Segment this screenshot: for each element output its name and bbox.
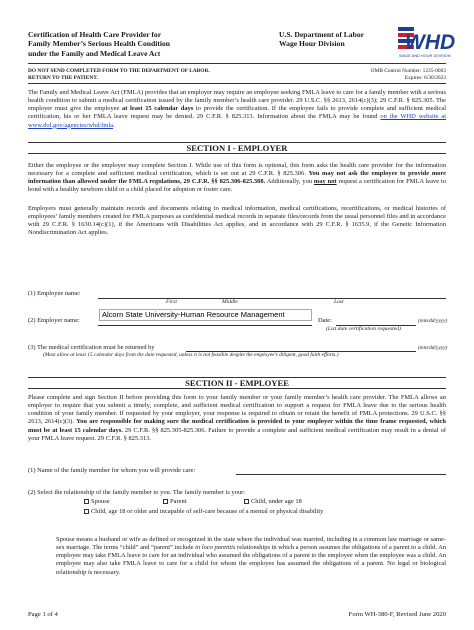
option-parent[interactable] <box>163 498 186 506</box>
section-1-para-2 <box>28 205 446 238</box>
last-name-caption: Last <box>334 299 344 305</box>
note-italic: in loco parentis <box>195 544 236 552</box>
note-text: relationships in which a person assumes the obligations of a parent to a child. An employee may take FMLA leave to care for an individual who assumed the obligations of a parent to the employee when the employee was a child. An employee may also take FMLA leave to care for a child for whom the employee has assumed the obligations of a parent. No legal or biological relationship is necessary. <box>56 544 446 576</box>
parent-checkbox[interactable] <box>163 499 168 504</box>
omb-number: OMB Control Number: 1235-0003 <box>370 68 446 74</box>
date-label: Date: <box>318 317 332 324</box>
employer-name-underline <box>98 325 312 326</box>
omb-expiry: Expires: 6/30/2023 <box>404 74 446 81</box>
employer-name-label: (2) Employer name: <box>28 317 80 324</box>
option-child-under-18[interactable] <box>244 498 302 506</box>
whd-logo <box>397 25 456 59</box>
first-name-caption: First <box>166 299 177 305</box>
s1-text: Additionally, you <box>265 178 314 186</box>
option-spouse[interactable] <box>84 498 110 506</box>
option-label: Child, under age 18 <box>251 498 302 505</box>
employee-name-field[interactable] <box>98 298 446 299</box>
s2-text: 29 C.F.R. §§ 825.305-825.306. Failure to provide a complete and sufficient medical certification may result in a denial of your FMLA leave request. 29 C.F.R. § 825.313. <box>28 426 446 442</box>
return-by-format-hint: (mm/dd/yyyy) <box>418 345 448 351</box>
relationship-label: (2) Select the relationship of the family member to you. The family member is your: <box>28 489 246 496</box>
logo-tagline: WAGE AND HOUR DIVISION <box>399 53 451 58</box>
s1-text: request a certification for FMLA leave to bond with a healthy newborn child or a child placed for adoption or foster care. <box>28 178 446 194</box>
logo-letters: WHD <box>405 31 456 54</box>
option-child-disabled[interactable] <box>84 508 323 516</box>
form-title-line: Certification of Health Care Provider for <box>28 30 162 39</box>
employee-name-label: (1) Employee name: <box>28 290 81 297</box>
do-not-send-notice <box>28 68 288 81</box>
section-1-title: SECTION I - EMPLOYER <box>186 143 288 153</box>
s2-text: Please complete and sign Section II before providing this form to your family member or your family member’s health care provider. The FMLA allows an employer to require that you submit a timely, complete, and sufficient medical certification to support a request for FMLA leave due to the serious health condition of your family member. If requested by your employer, your response is required to obtain or retain the benefit of FMLA protections. 29 U.S.C. §§ 2613, 2614(c)(3). <box>28 394 446 426</box>
intro-text: to provide the certification. If the employee fails to provide complete and sufficient medical certification, his or her FMLA leave request may be denied. 29 C.F.R. § 825.313. Information about the FMLA may be found <box>28 105 446 121</box>
return-by-note: (Must allow at least 15 calendar days from the date requested, unless it is not feasible despite the employee’s diligent, good faith efforts.) <box>43 352 339 358</box>
family-member-name-field[interactable] <box>236 474 446 475</box>
section-1-para-1 <box>28 162 446 195</box>
option-label: Child, age 18 or older and incapable of self-care because of a mental or physical disability <box>91 508 324 515</box>
section-2-title: SECTION II - EMPLOYEE <box>185 378 289 388</box>
s1-underline: may not <box>313 178 337 186</box>
form-title <box>28 30 273 58</box>
s1-text: Employers must generally maintain records and documents relating to medical information, medical certifications, recertifications, or medical histories of employees’ family members created for FMLA purposes as confidential medical records in separate files/records from the usual personnel files and in accordance with 29 C.F.R. § 1630.14(c)(1), if the Americans with Disabilities Act applies, and in accordance with 29 C.F.R. § 1635.9, if the Genetic Information Nondiscrimination Act applies. <box>28 205 446 237</box>
form-title-line: under the Family and Medical Leave Act <box>28 48 161 58</box>
child-disabled-checkbox[interactable] <box>84 509 89 514</box>
section-1-header <box>28 142 446 154</box>
date-caption: (List date certification requested) <box>326 326 401 332</box>
notice-line: DO NOT SEND COMPLETED FORM TO THE DEPARTMENT OF LABOR. <box>28 68 210 74</box>
date-format-hint: (mm/dd/yyyy) <box>418 318 448 324</box>
return-by-label: (3) The medical certification must be returned by <box>28 344 155 351</box>
child-under-18-checkbox[interactable] <box>244 499 249 504</box>
form-number: Form WH-380-F, Revised June 2020 <box>348 611 446 618</box>
agency-line: U.S. Department of Labor <box>279 30 364 39</box>
form-title-line: Family Member’s Serious Health Condition <box>28 39 171 49</box>
note-text: Spouse means a husband or wife as defined or recognized in the state where the individual was married, including in a common law marriage or same-sex marriage. The terms “child” and “parent” include <box>56 536 446 552</box>
employer-name-input[interactable]: Alcorn State University-Human Resource Management <box>99 309 312 321</box>
agency-name <box>279 30 399 49</box>
header-divider <box>28 63 446 64</box>
option-label: Parent <box>170 498 187 505</box>
s1-text: Either the employee or the employer may complete Section I. While use of this form is optional, this form asks the health care provider for the information necessary for a complete and sufficient medical certification, which is set out at 29 C.F.R. § 825.306. <box>28 162 446 178</box>
middle-name-caption: Middle <box>222 299 238 305</box>
page-number: Page 1 of 4 <box>28 611 58 618</box>
notice-line: RETURN TO THE PATIENT. <box>28 74 98 81</box>
whd-logo-mark <box>397 25 456 59</box>
option-label: Spouse <box>91 498 110 505</box>
family-member-name-label: (1) Name of the family member for whom you will provide care: <box>28 467 196 474</box>
intro-text: The Family and Medical Leave Act (FMLA) provides that an employer may require an employee seeking FMLA leave to care for a family member with a serious health condition to submit a medical certification issued by the family member’s health care provider. 29 U.S.C. §§ 2613, 2614(c)(3); 29 C.F.R. § 825.305. The employer must give the employee <box>28 89 446 113</box>
fmla-link[interactable]: on the WHD website at www.dol.gov/agencies/whd/fmla <box>28 113 447 129</box>
agency-line: Wage Hour Division <box>279 39 345 49</box>
notice-divider <box>28 83 446 84</box>
omb-info <box>330 68 446 81</box>
spouse-definition-note <box>56 536 446 577</box>
intro-paragraph <box>28 89 446 130</box>
s2-bold: You are responsible for making sure the medical certification is provided to your employer within the time frame requested, which must be at least 15 calendar days. <box>28 418 446 434</box>
intro-text: . <box>113 121 115 129</box>
section-2-para-1 <box>28 394 446 443</box>
spouse-checkbox[interactable] <box>84 499 89 504</box>
s1-bold: You may not ask the employee to provide more information than allowed under the FMLA regulations, 29 C.F.R. §§ 825.306-825.308. <box>28 170 446 186</box>
section-2-header <box>28 377 446 389</box>
intro-bold: at least 15 calendar days <box>122 105 194 113</box>
